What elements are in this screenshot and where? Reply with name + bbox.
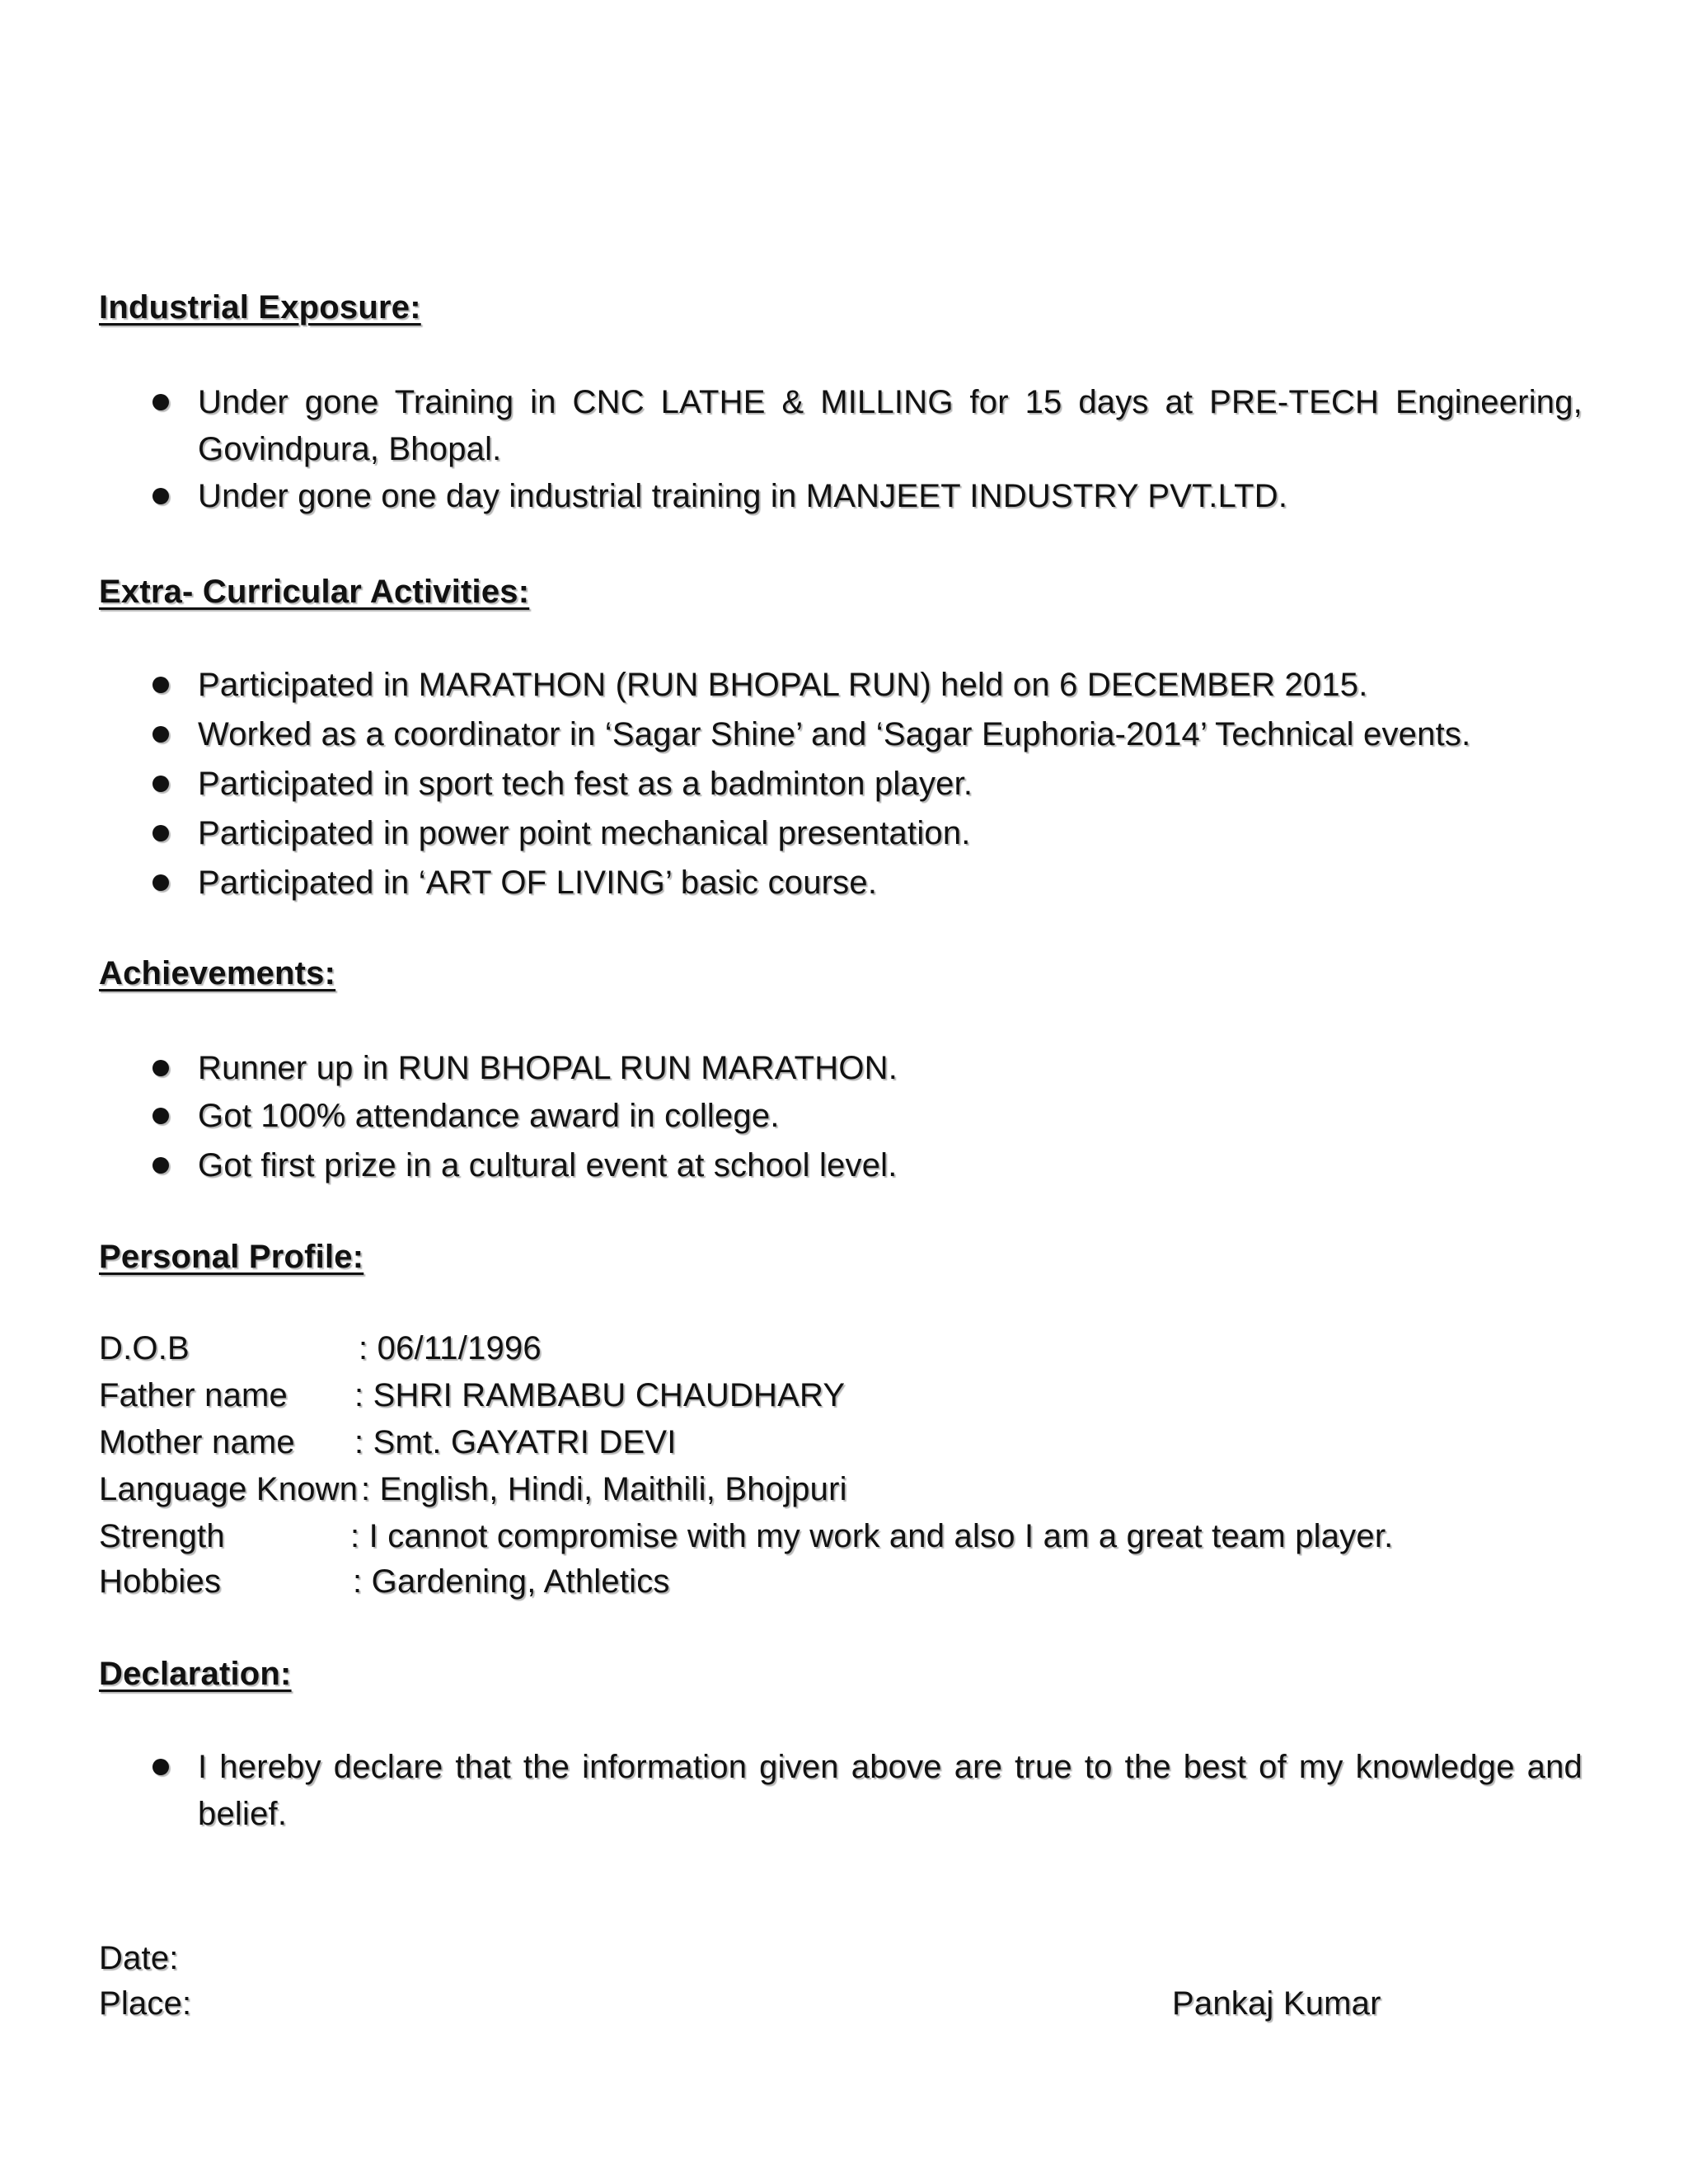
extra-item-2: Worked as a coordinator in ‘Sagar Shine’ and ‘Sagar Euphoria-2014’ Technical events.: [198, 716, 1471, 752]
extra-curricular-heading: Extra- Curricular Activities:: [99, 574, 530, 610]
profile-value: : 06/11/1996: [359, 1330, 542, 1366]
bullet-icon: [152, 776, 169, 792]
list-item: [0, 1142, 1582, 1192]
bullet-icon: [152, 874, 169, 891]
achievements-heading: Achievements:: [99, 955, 336, 991]
extra-item-5: Participated in ‘ART OF LIVING’ basic course.: [198, 865, 878, 901]
profile-value: : Smt. GAYATRI DEVI: [354, 1424, 677, 1460]
profile-value: : Gardening, Athletics: [353, 1563, 670, 1600]
bullet-icon: [152, 488, 169, 504]
list-item: [0, 1093, 1582, 1142]
bullet-icon: [152, 825, 169, 841]
achievement-item-2: Got 100% attendance award in college.: [198, 1098, 780, 1134]
bullet-icon: [152, 1060, 169, 1076]
profile-value: : SHRI RAMBABU CHAUDHARY: [354, 1377, 846, 1413]
declaration-heading: Declaration:: [99, 1656, 292, 1692]
extra-item-3: Participated in sport tech fest as a badminton player.: [198, 766, 973, 802]
achievement-item-3: Got first prize in a cultural event at school level.: [198, 1147, 898, 1183]
bullet-icon: [152, 1108, 169, 1124]
industrial-exposure-list: [0, 379, 1688, 520]
date-label: Date:: [99, 1940, 179, 1976]
list-item: [0, 662, 1582, 711]
achievement-item-1: Runner up in RUN BHOPAL RUN MARATHON.: [198, 1050, 898, 1086]
signature-name: Pankaj Kumar: [1172, 1985, 1381, 2022]
extra-item-1: Participated in MARATHON (RUN BHOPAL RUN) held on 6 DECEMBER 2015.: [198, 667, 1368, 703]
industrial-exposure-heading: Industrial Exposure:: [99, 289, 421, 326]
achievements-list: [0, 1045, 1688, 1192]
bullet-icon: [152, 726, 169, 743]
list-item: [0, 761, 1582, 810]
profile-label: Hobbies: [99, 1563, 222, 1600]
profile-label: Father name: [99, 1377, 288, 1413]
extra-curricular-list: [0, 662, 1688, 909]
list-item: [0, 473, 1582, 520]
list-item: [0, 1045, 1582, 1093]
list-item: [0, 860, 1582, 909]
profile-label: Mother name: [99, 1424, 295, 1460]
list-item: [0, 711, 1582, 761]
bullet-icon: [152, 1759, 169, 1775]
list-item: [0, 1744, 1582, 1838]
industrial-item-2: Under gone one day industrial training in MANJEET INDUSTRY PVT.LTD.: [198, 478, 1288, 514]
bullet-icon: [152, 394, 169, 410]
place-label: Place:: [99, 1985, 192, 2022]
profile-value: : I cannot compromise with my work and also I am a great team player.: [350, 1518, 1394, 1554]
industrial-item-1: Under gone Training in CNC LATHE & MILLING for 15 days at PRE-TECH Engineering, Govindpura, Bhopal.: [198, 384, 1582, 467]
profile-label: Language Known: [99, 1471, 359, 1507]
list-item: [0, 379, 1582, 473]
list-item: [0, 810, 1582, 860]
profile-label: Strength: [99, 1518, 225, 1554]
declaration-text: I hereby declare that the information given above are true to the best of my knowledge and belief.: [198, 1749, 1582, 1832]
bullet-icon: [152, 677, 169, 693]
profile-label: D.O.B: [99, 1330, 190, 1366]
declaration-list: [0, 1744, 1688, 1838]
profile-value: : English, Hindi, Maithili, Bhojpuri: [361, 1471, 847, 1507]
extra-item-4: Participated in power point mechanical presentation.: [198, 815, 971, 851]
bullet-icon: [152, 1157, 169, 1174]
personal-profile-heading: Personal Profile:: [99, 1239, 364, 1275]
